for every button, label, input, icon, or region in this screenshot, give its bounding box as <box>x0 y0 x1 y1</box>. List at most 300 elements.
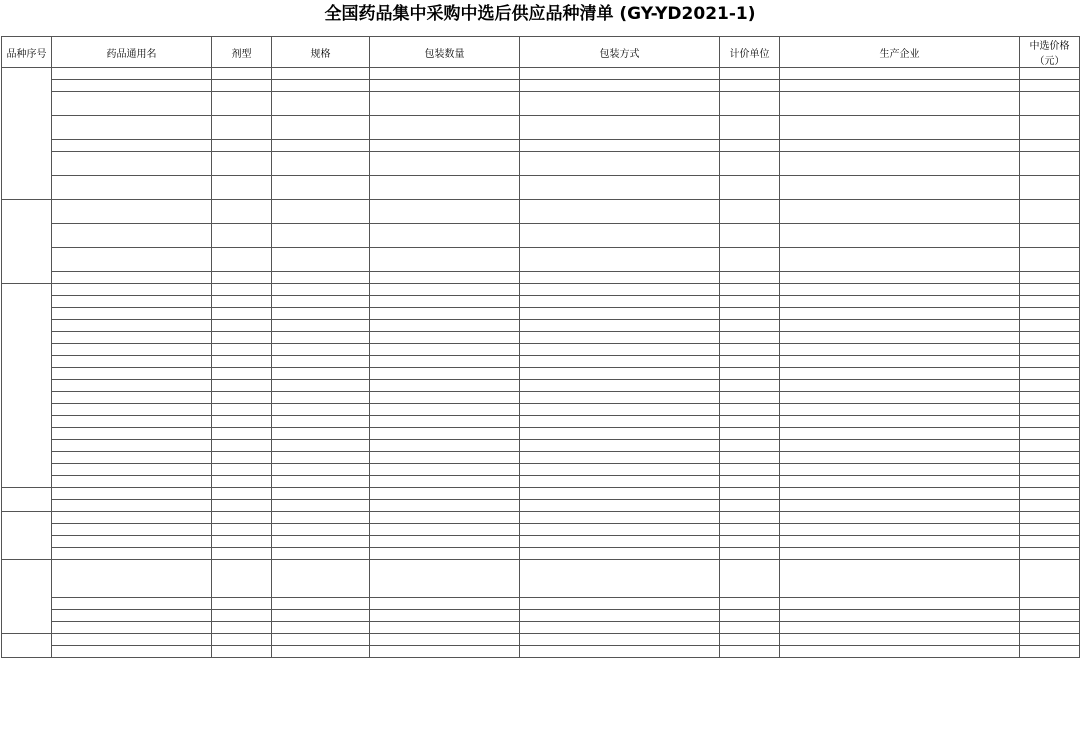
table-cell <box>212 296 272 308</box>
table-cell <box>272 452 370 464</box>
table-cell <box>272 634 370 646</box>
table-cell <box>1020 68 1080 80</box>
table-cell <box>1020 272 1080 284</box>
table-cell <box>720 368 780 380</box>
table-cell <box>212 308 272 320</box>
table-cell <box>780 560 1020 598</box>
table-cell <box>370 176 520 200</box>
table-row <box>2 68 1080 80</box>
table-cell <box>780 428 1020 440</box>
table-cell <box>520 116 720 140</box>
table-cell <box>52 440 212 452</box>
table-cell <box>1020 392 1080 404</box>
table-row <box>2 320 1080 332</box>
table-row <box>2 646 1080 658</box>
table-cell <box>1020 152 1080 176</box>
table-cell <box>720 68 780 80</box>
table-cell <box>370 392 520 404</box>
table-cell <box>780 176 1020 200</box>
table-cell <box>370 476 520 488</box>
table-cell <box>1020 116 1080 140</box>
table-cell <box>1020 524 1080 536</box>
table-cell <box>370 284 520 296</box>
table-cell <box>212 476 272 488</box>
table-cell <box>720 536 780 548</box>
table-cell <box>1020 284 1080 296</box>
table-cell <box>212 80 272 92</box>
table-row <box>2 344 1080 356</box>
table-cell <box>272 68 370 80</box>
table-cell <box>370 200 520 224</box>
table-cell <box>1020 440 1080 452</box>
table-cell <box>520 548 720 560</box>
table-row <box>2 332 1080 344</box>
table-cell <box>520 308 720 320</box>
group-seq-cell <box>2 200 52 284</box>
table-cell <box>370 248 520 272</box>
table-cell <box>52 464 212 476</box>
table-cell <box>52 560 212 598</box>
table-cell <box>780 68 1020 80</box>
table-cell <box>212 284 272 296</box>
table-cell <box>520 92 720 116</box>
table-cell <box>520 140 720 152</box>
table-cell <box>370 598 520 610</box>
table-cell <box>212 536 272 548</box>
table-cell <box>780 224 1020 248</box>
table-cell <box>520 440 720 452</box>
table-cell <box>52 622 212 634</box>
table-cell <box>212 152 272 176</box>
table-row <box>2 176 1080 200</box>
table-cell <box>52 152 212 176</box>
table-cell <box>780 464 1020 476</box>
table-cell <box>720 598 780 610</box>
table-row <box>2 200 1080 224</box>
table-cell <box>780 92 1020 116</box>
table-cell <box>370 428 520 440</box>
table-cell <box>52 92 212 116</box>
table-cell <box>272 368 370 380</box>
table-cell <box>272 272 370 284</box>
table-cell <box>272 152 370 176</box>
table-row <box>2 152 1080 176</box>
table-cell <box>780 646 1020 658</box>
table-row <box>2 524 1080 536</box>
table-cell <box>212 440 272 452</box>
table-cell <box>272 380 370 392</box>
table-cell <box>780 610 1020 622</box>
table-cell <box>272 92 370 116</box>
table-cell <box>212 610 272 622</box>
table-cell <box>272 356 370 368</box>
header-form: 剂型 <box>212 37 272 68</box>
table-cell <box>780 344 1020 356</box>
table-cell <box>520 200 720 224</box>
table-cell <box>370 560 520 598</box>
table-cell <box>370 500 520 512</box>
table-cell <box>520 380 720 392</box>
table-cell <box>520 428 720 440</box>
table-cell <box>52 296 212 308</box>
table-cell <box>370 224 520 248</box>
table-cell <box>52 380 212 392</box>
table-row <box>2 536 1080 548</box>
group-seq-cell <box>2 512 52 560</box>
table-cell <box>720 356 780 368</box>
table-cell <box>720 308 780 320</box>
table-cell <box>370 404 520 416</box>
table-cell <box>370 116 520 140</box>
table-cell <box>370 320 520 332</box>
table-cell <box>780 392 1020 404</box>
table-cell <box>370 646 520 658</box>
table-cell <box>1020 248 1080 272</box>
table-cell <box>1020 176 1080 200</box>
table-cell <box>720 320 780 332</box>
table-cell <box>1020 536 1080 548</box>
table-cell <box>780 536 1020 548</box>
table-cell <box>212 548 272 560</box>
table-cell <box>52 224 212 248</box>
table-cell <box>520 368 720 380</box>
table-cell <box>720 440 780 452</box>
table-cell <box>720 524 780 536</box>
table-row <box>2 368 1080 380</box>
table-cell <box>370 140 520 152</box>
table-cell <box>520 284 720 296</box>
table-cell <box>212 320 272 332</box>
table-cell <box>1020 512 1080 524</box>
table-cell <box>720 296 780 308</box>
table-cell <box>272 464 370 476</box>
table-cell <box>52 284 212 296</box>
table-cell <box>370 488 520 500</box>
table-cell <box>780 332 1020 344</box>
table-cell <box>272 512 370 524</box>
table-cell <box>520 634 720 646</box>
table-cell <box>1020 200 1080 224</box>
table-cell <box>212 68 272 80</box>
table-cell <box>52 308 212 320</box>
table-cell <box>272 224 370 248</box>
table-cell <box>780 380 1020 392</box>
table-cell <box>272 440 370 452</box>
table-row <box>2 416 1080 428</box>
table-cell <box>720 224 780 248</box>
table-row <box>2 392 1080 404</box>
table-cell <box>780 272 1020 284</box>
table-cell <box>370 344 520 356</box>
table-cell <box>720 248 780 272</box>
table-row <box>2 296 1080 308</box>
table-cell <box>272 536 370 548</box>
table-cell <box>272 308 370 320</box>
supply-table <box>1 36 1080 658</box>
table-cell <box>520 536 720 548</box>
table-cell <box>720 500 780 512</box>
table-cell <box>1020 464 1080 476</box>
header-spec: 规格 <box>272 37 370 68</box>
table-cell <box>720 452 780 464</box>
table-cell <box>720 622 780 634</box>
table-cell <box>520 560 720 598</box>
group-seq-cell <box>2 560 52 634</box>
table-cell <box>212 488 272 500</box>
table-cell <box>52 176 212 200</box>
table-cell <box>212 560 272 598</box>
table-cell <box>272 524 370 536</box>
table-cell <box>1020 610 1080 622</box>
table-cell <box>52 404 212 416</box>
table-row <box>2 404 1080 416</box>
table-cell <box>52 610 212 622</box>
table-cell <box>520 476 720 488</box>
table-cell <box>212 622 272 634</box>
table-cell <box>520 272 720 284</box>
table-row <box>2 548 1080 560</box>
table-cell <box>520 598 720 610</box>
table-cell <box>720 116 780 140</box>
table-cell <box>272 610 370 622</box>
table-cell <box>780 404 1020 416</box>
table-cell <box>1020 92 1080 116</box>
table-cell <box>720 92 780 116</box>
table-cell <box>720 416 780 428</box>
table-cell <box>520 176 720 200</box>
table-cell <box>520 646 720 658</box>
table-cell <box>212 344 272 356</box>
table-cell <box>370 68 520 80</box>
table-cell <box>520 80 720 92</box>
header-pack-type: 包装方式 <box>520 37 720 68</box>
table-row <box>2 610 1080 622</box>
table-cell <box>212 368 272 380</box>
table-cell <box>370 548 520 560</box>
table-cell <box>720 332 780 344</box>
table-cell <box>780 320 1020 332</box>
group-seq-cell <box>2 284 52 488</box>
table-cell <box>52 634 212 646</box>
table-cell <box>520 224 720 248</box>
table-cell <box>52 500 212 512</box>
table-row <box>2 80 1080 92</box>
table-cell <box>212 248 272 272</box>
table-cell <box>370 92 520 116</box>
table-cell <box>370 610 520 622</box>
table-cell <box>520 464 720 476</box>
table-cell <box>212 356 272 368</box>
header-price <box>1020 37 1080 68</box>
header-unit: 计价单位 <box>720 37 780 68</box>
group-seq-cell <box>2 68 52 200</box>
table-row <box>2 248 1080 272</box>
table-cell <box>720 610 780 622</box>
table-cell <box>272 500 370 512</box>
table-cell <box>212 500 272 512</box>
table-cell <box>520 524 720 536</box>
table-cell <box>52 416 212 428</box>
table-cell <box>370 512 520 524</box>
table-cell <box>780 416 1020 428</box>
table-cell <box>1020 404 1080 416</box>
table-cell <box>520 452 720 464</box>
table-cell <box>52 392 212 404</box>
table-cell <box>720 200 780 224</box>
table-cell <box>52 428 212 440</box>
table-cell <box>780 524 1020 536</box>
header-price-line1: 中选价格 <box>1029 41 1070 52</box>
table-cell <box>720 548 780 560</box>
table-cell <box>370 452 520 464</box>
table-cell <box>212 452 272 464</box>
table-cell <box>1020 560 1080 598</box>
table-cell <box>720 646 780 658</box>
table-cell <box>272 296 370 308</box>
table-cell <box>720 634 780 646</box>
table-cell <box>520 332 720 344</box>
table-cell <box>52 140 212 152</box>
table-cell <box>1020 646 1080 658</box>
table-cell <box>720 392 780 404</box>
table-cell <box>780 248 1020 272</box>
table-cell <box>272 560 370 598</box>
table-cell <box>272 392 370 404</box>
table-cell <box>1020 500 1080 512</box>
table-cell <box>370 634 520 646</box>
table-cell <box>1020 476 1080 488</box>
table-cell <box>1020 622 1080 634</box>
table-row <box>2 452 1080 464</box>
table-row <box>2 440 1080 452</box>
table-cell <box>780 200 1020 224</box>
table-row <box>2 428 1080 440</box>
table-cell <box>52 272 212 284</box>
group-seq-cell <box>2 634 52 658</box>
table-cell <box>520 416 720 428</box>
table-cell <box>52 344 212 356</box>
table-cell <box>780 440 1020 452</box>
header-seq: 品种序号 <box>2 37 52 68</box>
table-cell <box>272 598 370 610</box>
table-cell <box>52 646 212 658</box>
table-cell <box>780 452 1020 464</box>
table-cell <box>370 524 520 536</box>
table-cell <box>272 476 370 488</box>
table-cell <box>370 464 520 476</box>
table-cell <box>52 524 212 536</box>
table-cell <box>780 634 1020 646</box>
table-cell <box>370 416 520 428</box>
table-cell <box>212 512 272 524</box>
table-cell <box>52 68 212 80</box>
table-cell <box>520 248 720 272</box>
table-cell <box>720 464 780 476</box>
table-cell <box>212 634 272 646</box>
table-cell <box>1020 598 1080 610</box>
table-cell <box>212 200 272 224</box>
table-cell <box>1020 356 1080 368</box>
table-row <box>2 224 1080 248</box>
table-cell <box>212 176 272 200</box>
table-cell <box>212 92 272 116</box>
table-cell <box>370 296 520 308</box>
header-row <box>2 37 1080 68</box>
table-row <box>2 634 1080 646</box>
table-cell <box>272 416 370 428</box>
table-row <box>2 500 1080 512</box>
table-row <box>2 356 1080 368</box>
table-cell <box>520 512 720 524</box>
table-cell <box>780 476 1020 488</box>
table-cell <box>272 176 370 200</box>
table-cell <box>370 536 520 548</box>
table-cell <box>370 332 520 344</box>
table-cell <box>370 152 520 176</box>
table-cell <box>1020 634 1080 646</box>
table-cell <box>780 308 1020 320</box>
table-cell <box>520 296 720 308</box>
table-cell <box>1020 296 1080 308</box>
table-cell <box>720 344 780 356</box>
table-cell <box>780 512 1020 524</box>
table-cell <box>780 622 1020 634</box>
table-cell <box>720 512 780 524</box>
table-cell <box>272 344 370 356</box>
header-maker: 生产企业 <box>780 37 1020 68</box>
table-cell <box>212 416 272 428</box>
table-cell <box>1020 308 1080 320</box>
table-row <box>2 464 1080 476</box>
table-cell <box>212 428 272 440</box>
table-cell <box>520 356 720 368</box>
table-cell <box>1020 380 1080 392</box>
table-cell <box>272 284 370 296</box>
table-cell <box>520 68 720 80</box>
table-cell <box>212 224 272 248</box>
table-cell <box>272 488 370 500</box>
table-cell <box>272 622 370 634</box>
table-cell <box>272 548 370 560</box>
table-cell <box>52 488 212 500</box>
table-cell <box>272 248 370 272</box>
table-row <box>2 92 1080 116</box>
table-cell <box>520 344 720 356</box>
table-cell <box>272 646 370 658</box>
table-cell <box>212 380 272 392</box>
table-cell <box>780 80 1020 92</box>
table-row <box>2 284 1080 296</box>
table-cell <box>370 440 520 452</box>
table-cell <box>370 380 520 392</box>
table-cell <box>370 622 520 634</box>
table-cell <box>720 404 780 416</box>
table-cell <box>52 116 212 140</box>
table-cell <box>52 332 212 344</box>
table-cell <box>780 548 1020 560</box>
table-cell <box>212 392 272 404</box>
table-cell <box>52 80 212 92</box>
table-cell <box>52 548 212 560</box>
page-title: 全国药品集中采购中选后供应品种清单 (GY-YD2021-1) <box>324 4 756 24</box>
table-cell <box>520 392 720 404</box>
table-body <box>2 68 1080 658</box>
table-cell <box>520 622 720 634</box>
table-cell <box>780 488 1020 500</box>
table-cell <box>1020 320 1080 332</box>
table-cell <box>720 488 780 500</box>
table-cell <box>272 116 370 140</box>
